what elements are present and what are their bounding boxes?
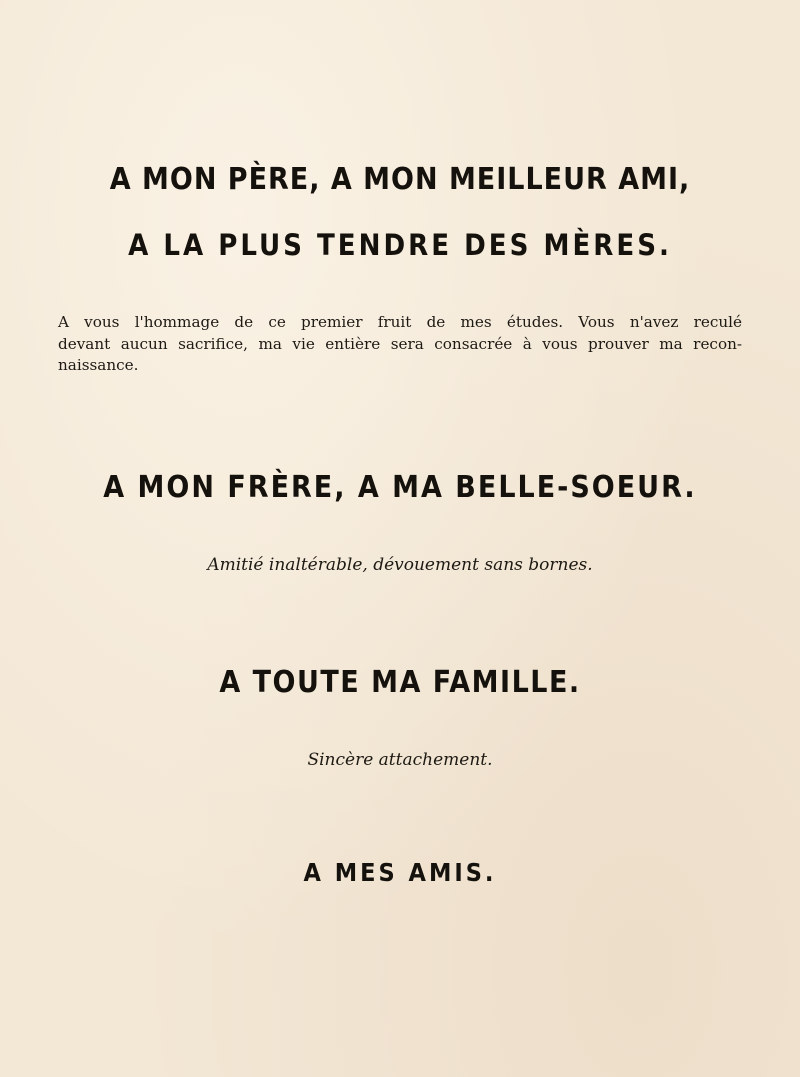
paragraph-line: A vous l'hommage de ce premier fruit de mes études. Vous n'avez reculé [58,313,742,331]
paragraph-line: devant aucun sacrifice, ma vie entière sera consacrée à vous prouver ma recon- [58,334,742,353]
dedication-paragraph-parents [58,312,742,377]
heading-brother-sister-in-law: A MON FRÈRE, A MA BELLE-SOEUR. [103,470,697,505]
paragraph-line: naissance. [58,356,139,374]
dedication-text-family: Sincère attachement. [307,750,493,770]
heading-father: A MON PÈRE, A MON MEILLEUR AMI, [109,162,691,197]
heading-family: A TOUTE MA FAMILLE. [219,665,581,700]
heading-mother: A LA PLUS TENDRE DES MÈRES. [128,228,672,262]
dedication-text-brother: Amitié inaltérable, dévouement sans bornes. [207,555,593,575]
heading-friends: A MES AMIS. [303,858,497,887]
